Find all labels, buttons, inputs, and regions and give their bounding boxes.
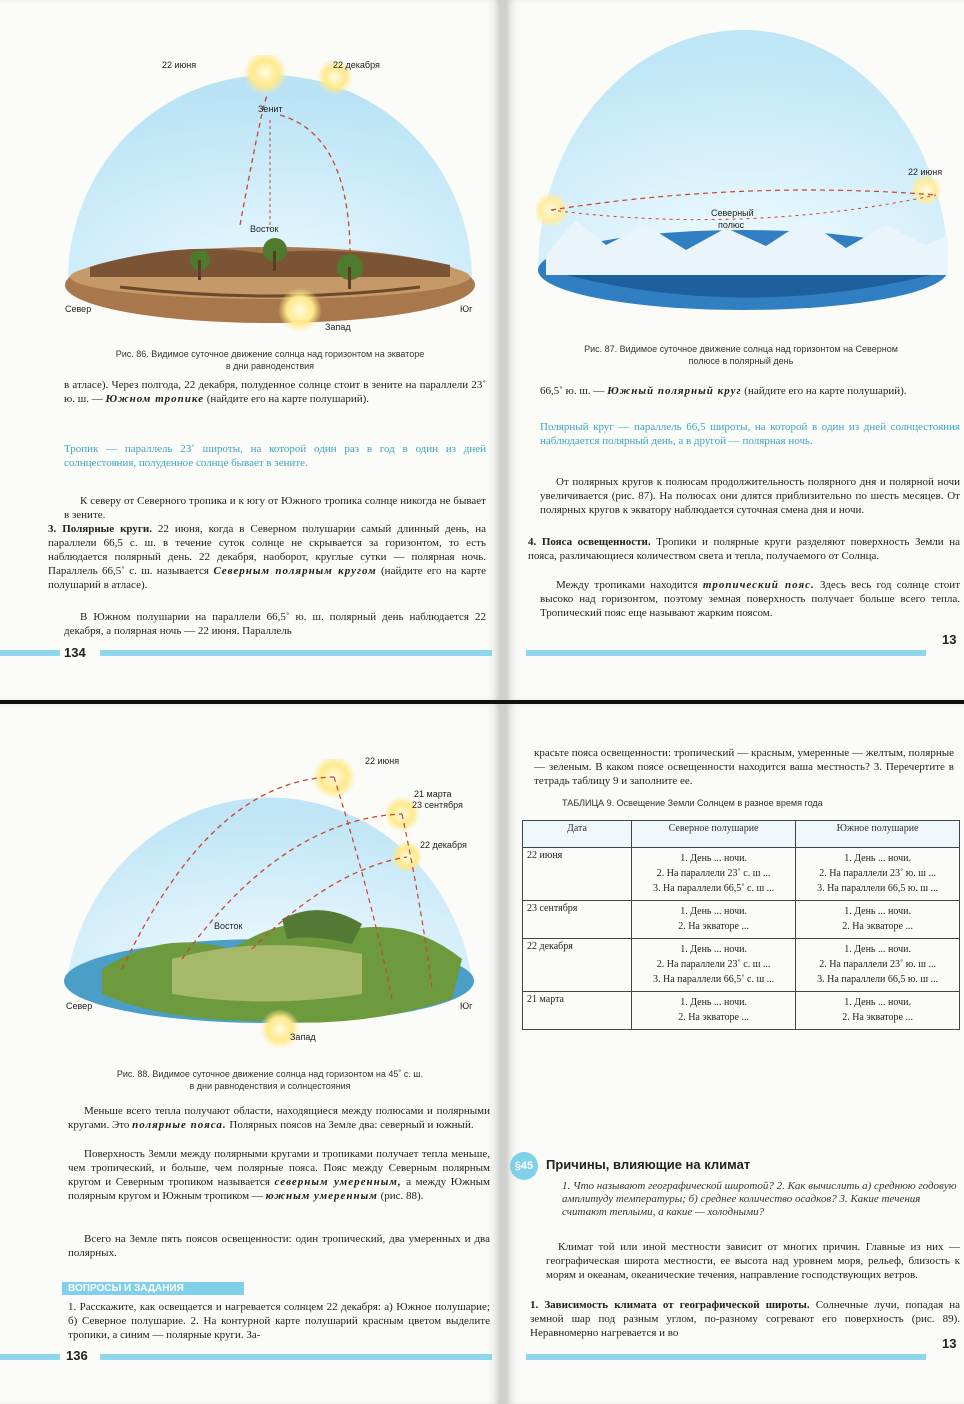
header-north: Северное полушарие xyxy=(632,821,796,848)
figure-86-caption: Рис. 86. Видимое суточное движение солнца над горизонтом на экваторе в дни равноденствия xyxy=(115,349,425,371)
footer-bar xyxy=(0,1354,60,1360)
label-march: 21 марта xyxy=(414,789,452,799)
cell-date: 23 сентября xyxy=(523,901,632,939)
paragraph-south-tropic: в атласе). Через полгода, 22 декабря, полуденное солнце стоит в зените на параллели 23˚ ю. ш. — Южном тропике (найдите его на карте полушарий). xyxy=(64,379,486,405)
paragraph-polar-circles: 3. Полярные круги. 22 июня, когда в Северном полушарии самый длинный день, на параллели 66,5 с. ш. в течение суток солнце не скрывается за горизонтом, то есть наблюдается полярный день. 22 декабря, наоборот, круглые сутки — полярная ночь. Параллель 66,5˚ с. ш. называется Северным полярным кругом (найдите его на карте полушарий в атласе). xyxy=(48,523,487,591)
section-questions: 1. Что называют географической широтой? 2. Как вычислить а) среднюю годовую амплитуду температуры; б) среднее количество осадков? 3. Какие течения считают теплыми, а какие — холодными? xyxy=(562,1180,957,1218)
footer-bar xyxy=(100,650,492,656)
paragraph-tropical-zone: Между тропиками находится тропический пояс. Здесь весь год солнце стоит высоко над горизонтом, поэтому земная поверхность получает больше всего тепла. Тропический пояс еще называют жарким поясом. xyxy=(540,579,961,619)
figure-87-caption: Рис. 87. Видимое суточное движение солнца над горизонтом на Северном полюсе в полярный день xyxy=(584,344,898,366)
cell-south: 1. День ... ночи. 2. На параллели 23˚ ю. ш ... 3. На параллели 66,5 ю. ш ... xyxy=(796,939,960,992)
definition-polar-circle: Полярный круг — параллель 66,5 широты, на которой в один из дней солнцестояния наблюдается полярный день, а в другой — полярная ночь. xyxy=(540,421,960,447)
label-september: 23 сентября xyxy=(412,800,463,810)
table-row xyxy=(523,901,960,939)
footer-bar xyxy=(526,1354,926,1360)
page-number: 13 xyxy=(942,1336,957,1351)
page-number: 13 xyxy=(942,632,957,647)
top-spread xyxy=(0,0,964,700)
cell-north: 1. День ... ночи. 2. На параллели 23˚ с. ш ... 3. На параллели 66,5˚ с. ш ... xyxy=(632,848,796,901)
table-9-title: ТАБЛИЦА 9. Освещение Земли Солнцем в разное время года xyxy=(562,798,823,808)
page-number: 136 xyxy=(66,1348,88,1363)
table-9 xyxy=(522,820,960,1030)
label-june: 22 июня xyxy=(908,167,943,177)
label-south: Юг xyxy=(460,1001,473,1011)
paragraph-task-intro: красьте пояса освещенности: тропический — красным, умеренные — желтым, полярные — зеленым. В каком поясе освещенности находится ваша местность? 3. Перечертите в тетрадь таблицу 9 и заполните ее. xyxy=(534,747,954,787)
header-date: Дата xyxy=(523,821,632,848)
cell-south: 1. День ... ночи. 2. На параллели 23˚ ю. ш ... 3. На параллели 66,5 ю. ш ... xyxy=(796,848,960,901)
cell-date: 22 декабря xyxy=(523,939,632,992)
label-west: Запад xyxy=(290,1032,316,1042)
figure-87 xyxy=(536,20,956,320)
figure-86 xyxy=(60,55,480,340)
paragraph-south-polar: В Южном полушарии на параллели 66,5˚ ю. ш. полярный день наблюдается 22 декабря, а полярная ночь — 22 июня. Параллель xyxy=(64,611,486,637)
label-december: 22 декабря xyxy=(333,60,380,70)
paragraph-polar-zones: Меньше всего тепла получают области, находящиеся между полюсами и полярными кругами. Это полярные пояса. Полярных поясов на Земле два: северный и южный. xyxy=(68,1105,490,1131)
table-header-row xyxy=(523,821,960,848)
bottom-spread xyxy=(0,704,964,1404)
cell-north: 1. День ... ночи. 2. На экваторе ... xyxy=(632,992,796,1030)
label-december: 22 декабря xyxy=(420,840,467,850)
paragraph-five-zones: Всего на Земле пять поясов освещенности: один тропический, два умеренных и два полярных. xyxy=(68,1233,490,1259)
section-title: Причины, влияющие на климат xyxy=(546,1157,751,1172)
table-row xyxy=(523,939,960,992)
footer-bar xyxy=(100,1354,492,1360)
label-june: 22 июня xyxy=(365,756,400,766)
label-pole-2: полюс xyxy=(718,220,745,230)
cell-north: 1. День ... ночи. 2. На экваторе ... xyxy=(632,901,796,939)
sun-west xyxy=(278,288,322,332)
paragraph-temperate-zones: Поверхность Земли между полярными кругами и тропиками получает тепла меньше, чем тропический, и больше, чем полярные пояса. Пояс между Северным полярным кругом и Северным тропиком называется северным умеренным, а между Южным полярным кругом и Южным тропиком — южным умеренным (рис. 88). xyxy=(68,1148,491,1202)
definition-tropic: Тропик — параллель 23˚ широты, на которой один раз в год в один из дней солнцестояния, полуденное солнце бывает в зените. xyxy=(64,443,486,469)
figure-88-caption: Рис. 88. Видимое суточное движение солнца над горизонтом на 45˚ с. ш. в дни равноденствия и солнцестояния xyxy=(116,1069,424,1091)
cell-date: 21 марта xyxy=(523,992,632,1030)
footer-bar xyxy=(0,650,60,656)
section-badge: §45 xyxy=(510,1152,538,1180)
cell-north: 1. День ... ночи. 2. На параллели 23˚ с. ш ... 3. На параллели 66,5˚ с. ш ... xyxy=(632,939,796,992)
paragraph-zones: 4. Пояса освещенности. Тропики и полярные круги разделяют поверхность Земли на пояса, различающиеся количеством света и тепла, получаемого от Солнца. xyxy=(528,536,960,562)
label-east: Восток xyxy=(250,224,279,234)
questions-text: 1. Расскажите, как освещается и нагревается солнцем 22 декабря: а) Южное полушарие; б) Северное полушарие. 2. На контурной карте полушарий красным цветом выделите тропики, а синим — полярные круги. За- xyxy=(68,1301,490,1341)
label-pole-1: Северный xyxy=(711,208,754,218)
paragraph-latitude: 1. Зависимость климата от географической широты. Солнечные лучи, попадая на земной шар под разным углом, по-разному согревают его поверхность (рис. 89). Неравномерно нагревается и во xyxy=(530,1299,961,1339)
label-zenith: Зенит xyxy=(258,104,283,114)
label-north: Север xyxy=(65,304,92,314)
paragraph-polar-duration: От полярных кругов к полюсам продолжительность полярного дня и полярной ночи увеличивается (рис. 87). На полюсах они длятся приблизительно по шесть месяцев. От полярных кругов к экватору наблюдается суточная смена дня и ночи. xyxy=(540,476,960,516)
footer-bar xyxy=(526,650,926,656)
page-136 xyxy=(0,704,500,1404)
cell-south: 1. День ... ночи. 2. На экваторе ... xyxy=(796,901,960,939)
questions-heading: ВОПРОСЫ И ЗАДАНИЯ xyxy=(62,1282,244,1295)
cell-date: 22 июня xyxy=(523,848,632,901)
cell-south: 1. День ... ночи. 2. На экваторе ... xyxy=(796,992,960,1030)
label-south: Юг xyxy=(460,304,473,314)
page-134 xyxy=(0,0,500,700)
paragraph-north-tropic: К северу от Северного тропика и к югу от Южного тропика солнце никогда не бывает в зените. xyxy=(64,495,486,521)
page-135 xyxy=(506,0,964,700)
page-137 xyxy=(506,704,964,1404)
page-number: 134 xyxy=(64,645,86,660)
label-june: 22 июня xyxy=(162,60,197,70)
label-west: Запад xyxy=(325,322,351,332)
table-row xyxy=(523,848,960,901)
label-east: Восток xyxy=(214,921,243,931)
paragraph-climate-factors: Климат той или иной местности зависит от многих причин. Главные из них — географическая широта местности, ее высота над уровнем моря, рельеф, близость к морям и океанам, океанические течения, направление господствующих ветров. xyxy=(546,1241,960,1281)
paragraph-south-polar-circle: 66,5˚ ю. ш. — Южный полярный круг (найдите его на карте полушарий). xyxy=(540,385,907,397)
table-row xyxy=(523,992,960,1030)
header-south: Южное полушарие xyxy=(796,821,960,848)
label-north: Север xyxy=(66,1001,93,1011)
